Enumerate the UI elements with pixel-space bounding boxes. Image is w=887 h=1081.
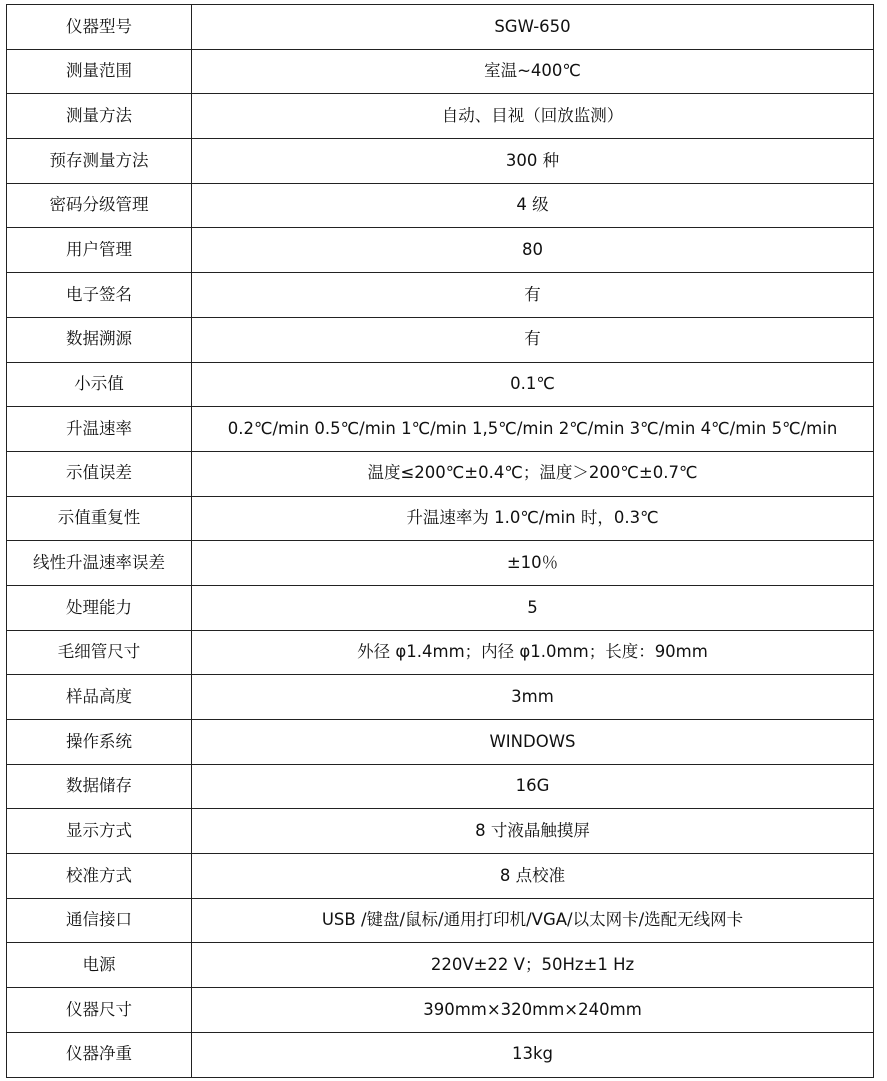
spec-label: 预存测量方法 (7, 139, 192, 184)
spec-label: 用户管理 (7, 228, 192, 273)
spec-value: 80 (192, 228, 874, 273)
table-row (7, 988, 874, 1033)
table-row (7, 854, 874, 899)
spec-label: 测量范围 (7, 49, 192, 94)
table-row (7, 362, 874, 407)
spec-label: 处理能力 (7, 585, 192, 630)
table-row (7, 898, 874, 943)
spec-label: 示值重复性 (7, 496, 192, 541)
spec-label: 电源 (7, 943, 192, 988)
table-row (7, 49, 874, 94)
table-row (7, 407, 874, 452)
table-row (7, 585, 874, 630)
spec-label: 升温速率 (7, 407, 192, 452)
spec-value: 0.2℃/min 0.5℃/min 1℃/min 1,5℃/min 2℃/min 3℃/min 4℃/min 5℃/min (192, 407, 874, 452)
spec-value: 5 (192, 585, 874, 630)
table-row (7, 809, 874, 854)
spec-value: 有 (192, 317, 874, 362)
table-row (7, 541, 874, 586)
spec-label: 仪器型号 (7, 5, 192, 50)
spec-value: WINDOWS (192, 720, 874, 765)
spec-label: 显示方式 (7, 809, 192, 854)
table-row (7, 943, 874, 988)
spec-value: 外径 φ1.4mm；内径 φ1.0mm；长度：90mm (192, 630, 874, 675)
table-row (7, 496, 874, 541)
spec-label: 小示值 (7, 362, 192, 407)
table-row (7, 94, 874, 139)
spec-label: 示值误差 (7, 451, 192, 496)
spec-value: 自动、目视（回放监测） (192, 94, 874, 139)
spec-label: 密码分级管理 (7, 183, 192, 228)
spec-value: 温度≤200℃±0.4℃；温度＞200℃±0.7℃ (192, 451, 874, 496)
spec-label: 测量方法 (7, 94, 192, 139)
table-row (7, 720, 874, 765)
table-row (7, 273, 874, 318)
spec-value: 4 级 (192, 183, 874, 228)
table-row (7, 451, 874, 496)
table-row (7, 675, 874, 720)
spec-label: 仪器净重 (7, 1032, 192, 1077)
spec-label: 通信接口 (7, 898, 192, 943)
spec-value: 220V±22 V；50Hz±1 Hz (192, 943, 874, 988)
spec-value: 390mm×320mm×240mm (192, 988, 874, 1033)
spec-value: 升温速率为 1.0℃/min 时，0.3℃ (192, 496, 874, 541)
spec-value: 室温~400℃ (192, 49, 874, 94)
table-row (7, 228, 874, 273)
spec-table (6, 4, 874, 1078)
spec-label: 操作系统 (7, 720, 192, 765)
spec-value: USB /键盘/鼠标/通用打印机/VGA/以太网卡/选配无线网卡 (192, 898, 874, 943)
table-row (7, 139, 874, 184)
table-row (7, 764, 874, 809)
spec-table-body (7, 5, 874, 1078)
spec-label: 校准方式 (7, 854, 192, 899)
spec-label: 线性升温速率误差 (7, 541, 192, 586)
spec-value: 0.1℃ (192, 362, 874, 407)
spec-value: 13kg (192, 1032, 874, 1077)
spec-value: 8 寸液晶触摸屏 (192, 809, 874, 854)
spec-label: 数据储存 (7, 764, 192, 809)
spec-label: 仪器尺寸 (7, 988, 192, 1033)
spec-value: SGW-650 (192, 5, 874, 50)
spec-label: 数据溯源 (7, 317, 192, 362)
table-row (7, 5, 874, 50)
spec-value: 有 (192, 273, 874, 318)
table-row (7, 317, 874, 362)
table-row (7, 630, 874, 675)
spec-label: 电子签名 (7, 273, 192, 318)
spec-value: 3mm (192, 675, 874, 720)
table-row (7, 183, 874, 228)
table-row (7, 1032, 874, 1077)
spec-label: 样品高度 (7, 675, 192, 720)
spec-label: 毛细管尺寸 (7, 630, 192, 675)
spec-value: 8 点校准 (192, 854, 874, 899)
spec-value: ±10％ (192, 541, 874, 586)
spec-value: 300 种 (192, 139, 874, 184)
spec-value: 16G (192, 764, 874, 809)
